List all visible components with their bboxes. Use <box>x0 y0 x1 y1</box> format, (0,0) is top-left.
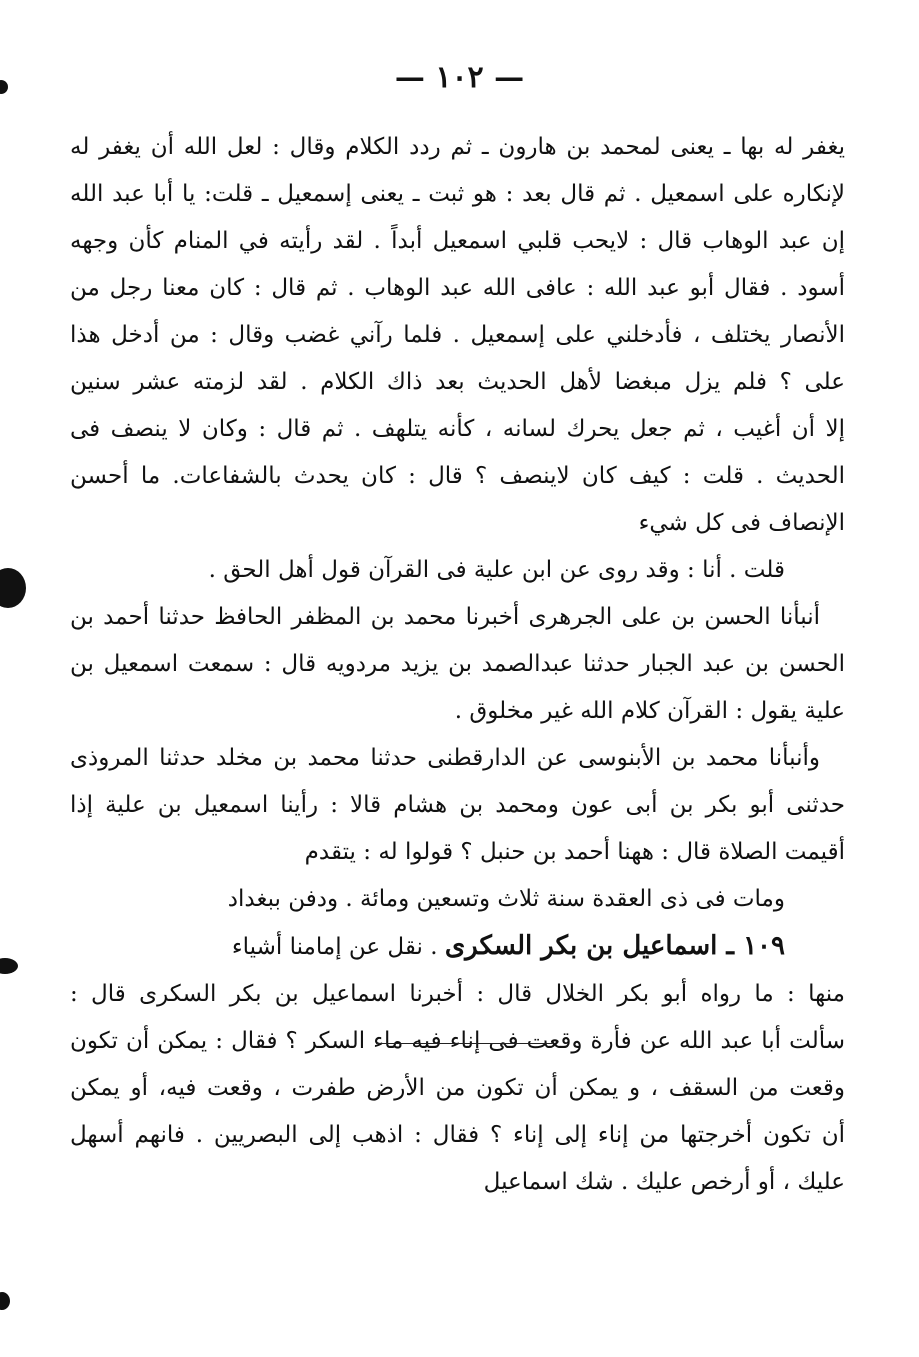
page-number: — ١٠٢ — <box>394 60 525 95</box>
scan-edge-mark <box>0 568 26 608</box>
text-line: أقيمت الصلاة قال : ههنا أحمد بن حنبل ؟ قولوا له : يتقدم <box>304 839 845 865</box>
text-line: إلا أن أغيب ، ثم جعل يحرك لسانه ، كأنه يتلهف . ثم قال : وكان لا ينصف فى <box>70 416 845 442</box>
text-line: أسود . فقال أبو عبد الله : عافى الله عبد الوهاب . ثم قال : كان معنا رجل من <box>70 275 845 301</box>
text-line: وقعت من السقف ، و يمكن أن تكون من الأرض طفرت ، وقعت فيه، أو يمكن <box>70 1075 845 1101</box>
text-line: أنبأنا الحسن بن على الجرهرى أخبرنا محمد بن المظفر الحافظ حدثنا أحمد بن <box>70 604 820 630</box>
entry-title: ١٠٩ ـ اسماعيل بن بكر السكرى <box>444 931 785 961</box>
text-line: الأنصار يختلف ، فأدخلني على إسمعيل . فلما رآني غضب وقال : من أدخل هذا <box>70 322 845 348</box>
text-line: لإنكاره على اسمعيل . ثم قال بعد : هو ثبت ـ يعنى إسمعيل ـ قلت: يا أبا عبد الله <box>70 181 845 207</box>
scan-edge-mark <box>0 1292 10 1310</box>
text-line: علية يقول : القرآن كلام الله غير مخلوق . <box>454 698 845 724</box>
text-line: أن تكون أخرجتها من إناء إلى إناء ؟ فقال : اذهب إلى البصريين . فانهم أسهل <box>70 1122 845 1148</box>
text-line: الحديث . قلت : كيف كان لاينصف ؟ قال : كان يحدث بالشفاعات. ما أحسن <box>70 463 845 489</box>
text-line: إن عبد الوهاب قال : لايحب قلبي اسمعيل أبداً . لقد رأيته في المنام كأن وجهه <box>70 228 845 254</box>
text-line: حدثنى أبو بكر بن أبى عون ومحمد بن هشام قالا : رأينا اسمعيل بن علية إذا <box>70 792 845 818</box>
text-line: عليك ، أو أرخص عليك . شك اسماعيل <box>483 1169 845 1195</box>
text-line: الحسن بن عبد الجبار حدثنا عبدالصمد بن يزيد مردويه قال : سمعت اسمعيل بن <box>70 651 845 677</box>
text-line: منها : ما رواه أبو بكر الخلال قال : أخبرنا اسماعيل بن بكر السكرى قال : <box>70 981 845 1007</box>
text-line: الإنصاف فى كل شيء <box>638 510 845 536</box>
text-line: قلت . أنا : وقد روى عن ابن علية فى القرآن قول أهل الحق . <box>208 557 785 583</box>
text-line: ومات فى ذى العقدة سنة ثلاث وتسعين ومائة . ودفن ببغداد <box>227 886 785 912</box>
entry-title-rest: . نقل عن إمامنا أشياء <box>231 934 438 960</box>
text-line: يغفر له بها ـ يعنى لمحمد بن هارون ـ ثم ردد الكلام وقال : لعل الله أن يغفر له <box>70 134 845 160</box>
text-line: سألت أبا عبد الله عن فأرة وقعت فى إناء فيه ماء السكر ؟ فقال : يمكن أن تكون <box>70 1028 845 1054</box>
text-line: على ؟ فلم يزل مبغضا لأهل الحديث بعد ذاك الكلام . لقد لزمته عشر سنين <box>70 369 845 395</box>
scan-edge-mark <box>0 958 18 974</box>
entry-heading <box>70 923 845 971</box>
text-line: وأنبأنا محمد بن الأبنوسى عن الدارقطنى حدثنا محمد بن مخلد حدثنا المروذى <box>70 745 820 771</box>
heading-underline <box>376 1043 552 1044</box>
